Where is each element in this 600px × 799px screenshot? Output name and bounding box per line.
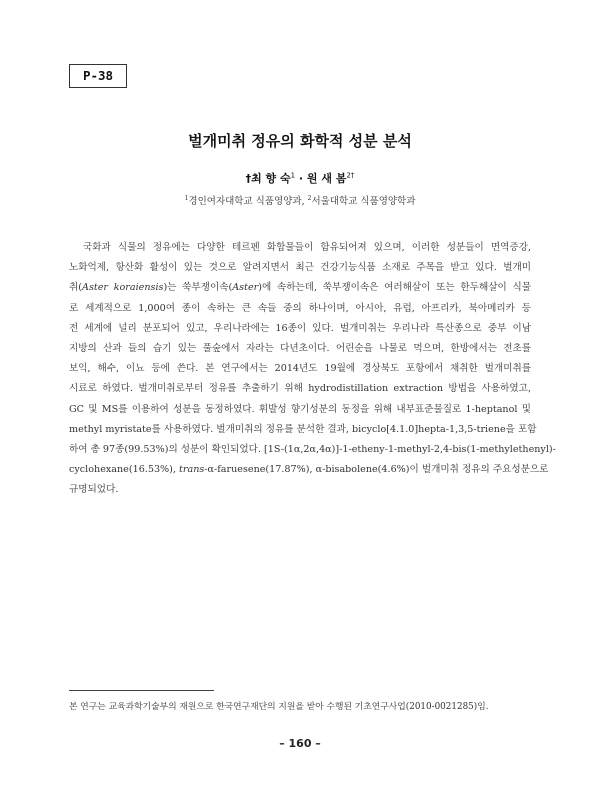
abstract-line: GC 및 MS를 이용하여 성분을 동정하였다. 휘발성 향기성분의 동정을 위해 내부표준물질로 1-heptanol 및 — [69, 403, 531, 415]
affiliation-line — [0, 193, 600, 207]
page-number: – 160 – — [279, 737, 321, 750]
author-1-affiliation: 1 — [290, 171, 296, 180]
author-2-affiliation: 2† — [346, 171, 355, 180]
author-1: 최 향 숙 — [251, 172, 291, 185]
abstract-line: methyl myristate를 사용하였다. 벌개미취의 정유를 분석한 결과, bicyclo[4.1.0]hepta-1,3,5-triene을 포함 — [69, 423, 537, 435]
affiliation-2-marker: 2 — [307, 194, 312, 202]
abstract-text: cyclohexane(16.53%), — [69, 464, 180, 476]
abstract-paragraph — [69, 238, 556, 501]
italic-term: Aster — [232, 282, 259, 294]
abstract-line: 보익, 해수, 이뇨 등에 쓴다. 본 연구에서는 2014년도 19월에 경상북도 포항에서 채취한 벌개미취를 — [69, 363, 531, 375]
abstract-line — [69, 460, 549, 480]
author-line — [0, 170, 600, 186]
author-separator: · — [295, 172, 307, 185]
abstract-text: )는 쑥부쟁이속( — [163, 282, 233, 294]
abstract-line: 지방의 산과 들의 습기 있는 풀숲에서 자라는 다년초이다. 어린순을 나물로 먹으며, 한방에서는 전초를 — [69, 343, 531, 355]
abstract-line: 하여 총 97종(99.53%)의 성분이 확인되었다. [1S-(1α,2α,4α)]-1-etheny-1-methyl-2,4-bis(1-methylethenyl)- — [69, 444, 556, 456]
affiliation-2: 서울대학교 식품영양학과 — [311, 196, 416, 207]
abstract-line — [69, 278, 531, 298]
footnote-divider — [69, 690, 214, 691]
abstract-line: 규명되었다. — [69, 484, 119, 496]
abstract-body — [69, 238, 556, 501]
corresponding-marker: † — [245, 172, 252, 185]
affiliation-1-marker: 1 — [184, 194, 189, 202]
italic-term: trans — [179, 464, 205, 476]
italic-term: Aster koraiensis — [82, 282, 164, 294]
abstract-line: 노화억제, 항산화 활성이 있는 것으로 알려지면서 최근 건강기능식품 소재로 주목을 받고 있다. 벌개미 — [69, 262, 531, 274]
abstract-text: 취( — [69, 282, 83, 294]
abstract-line: 시료로 하였다. 벌개미취로부터 정유를 추출하기 위해 hydrodistillation extraction 방법을 사용하였고, — [69, 383, 531, 395]
affiliation-1: 경인여자대학교 식품영양과, — [188, 196, 308, 207]
author-2: 원 새 봄 — [306, 172, 347, 185]
paper-title: 벌개미취 정유의 화학적 성분 분석 — [188, 132, 412, 150]
abstract-text: -α-faruesene(17.87%), α-bisabolene(4.6%)이 벌개미취 정유의 주요성분으로 — [204, 464, 549, 476]
abstract-line: 국화과 식물의 정유에는 다양한 테르펜 화합물들이 함유되어져 있으며, 이러한 성분들이 면역증강, — [83, 242, 531, 253]
abstract-text: )에 속하는데, 쑥부쟁이속은 여러해살이 또는 한두해살이 식물 — [258, 282, 531, 294]
abstract-line: 로 세계적으로 1,000여 종이 속하는 큰 속들 중의 하나이며, 아시아, 유럽, 아프리카, 북아메리카 등 — [69, 302, 531, 314]
abstract-line: 전 세계에 널리 분포되어 있고, 우리나라에는 16종이 있다. 벌개미취는 우리나라 특산종으로 중부 이남 — [69, 322, 531, 334]
funding-footnote: 본 연구는 교육과학기술부의 재원으로 한국연구재단의 지원을 받아 수행된 기초연구사업(2010-0021285)임. — [69, 702, 489, 712]
abstract-code-badge: P-38 — [69, 64, 127, 88]
